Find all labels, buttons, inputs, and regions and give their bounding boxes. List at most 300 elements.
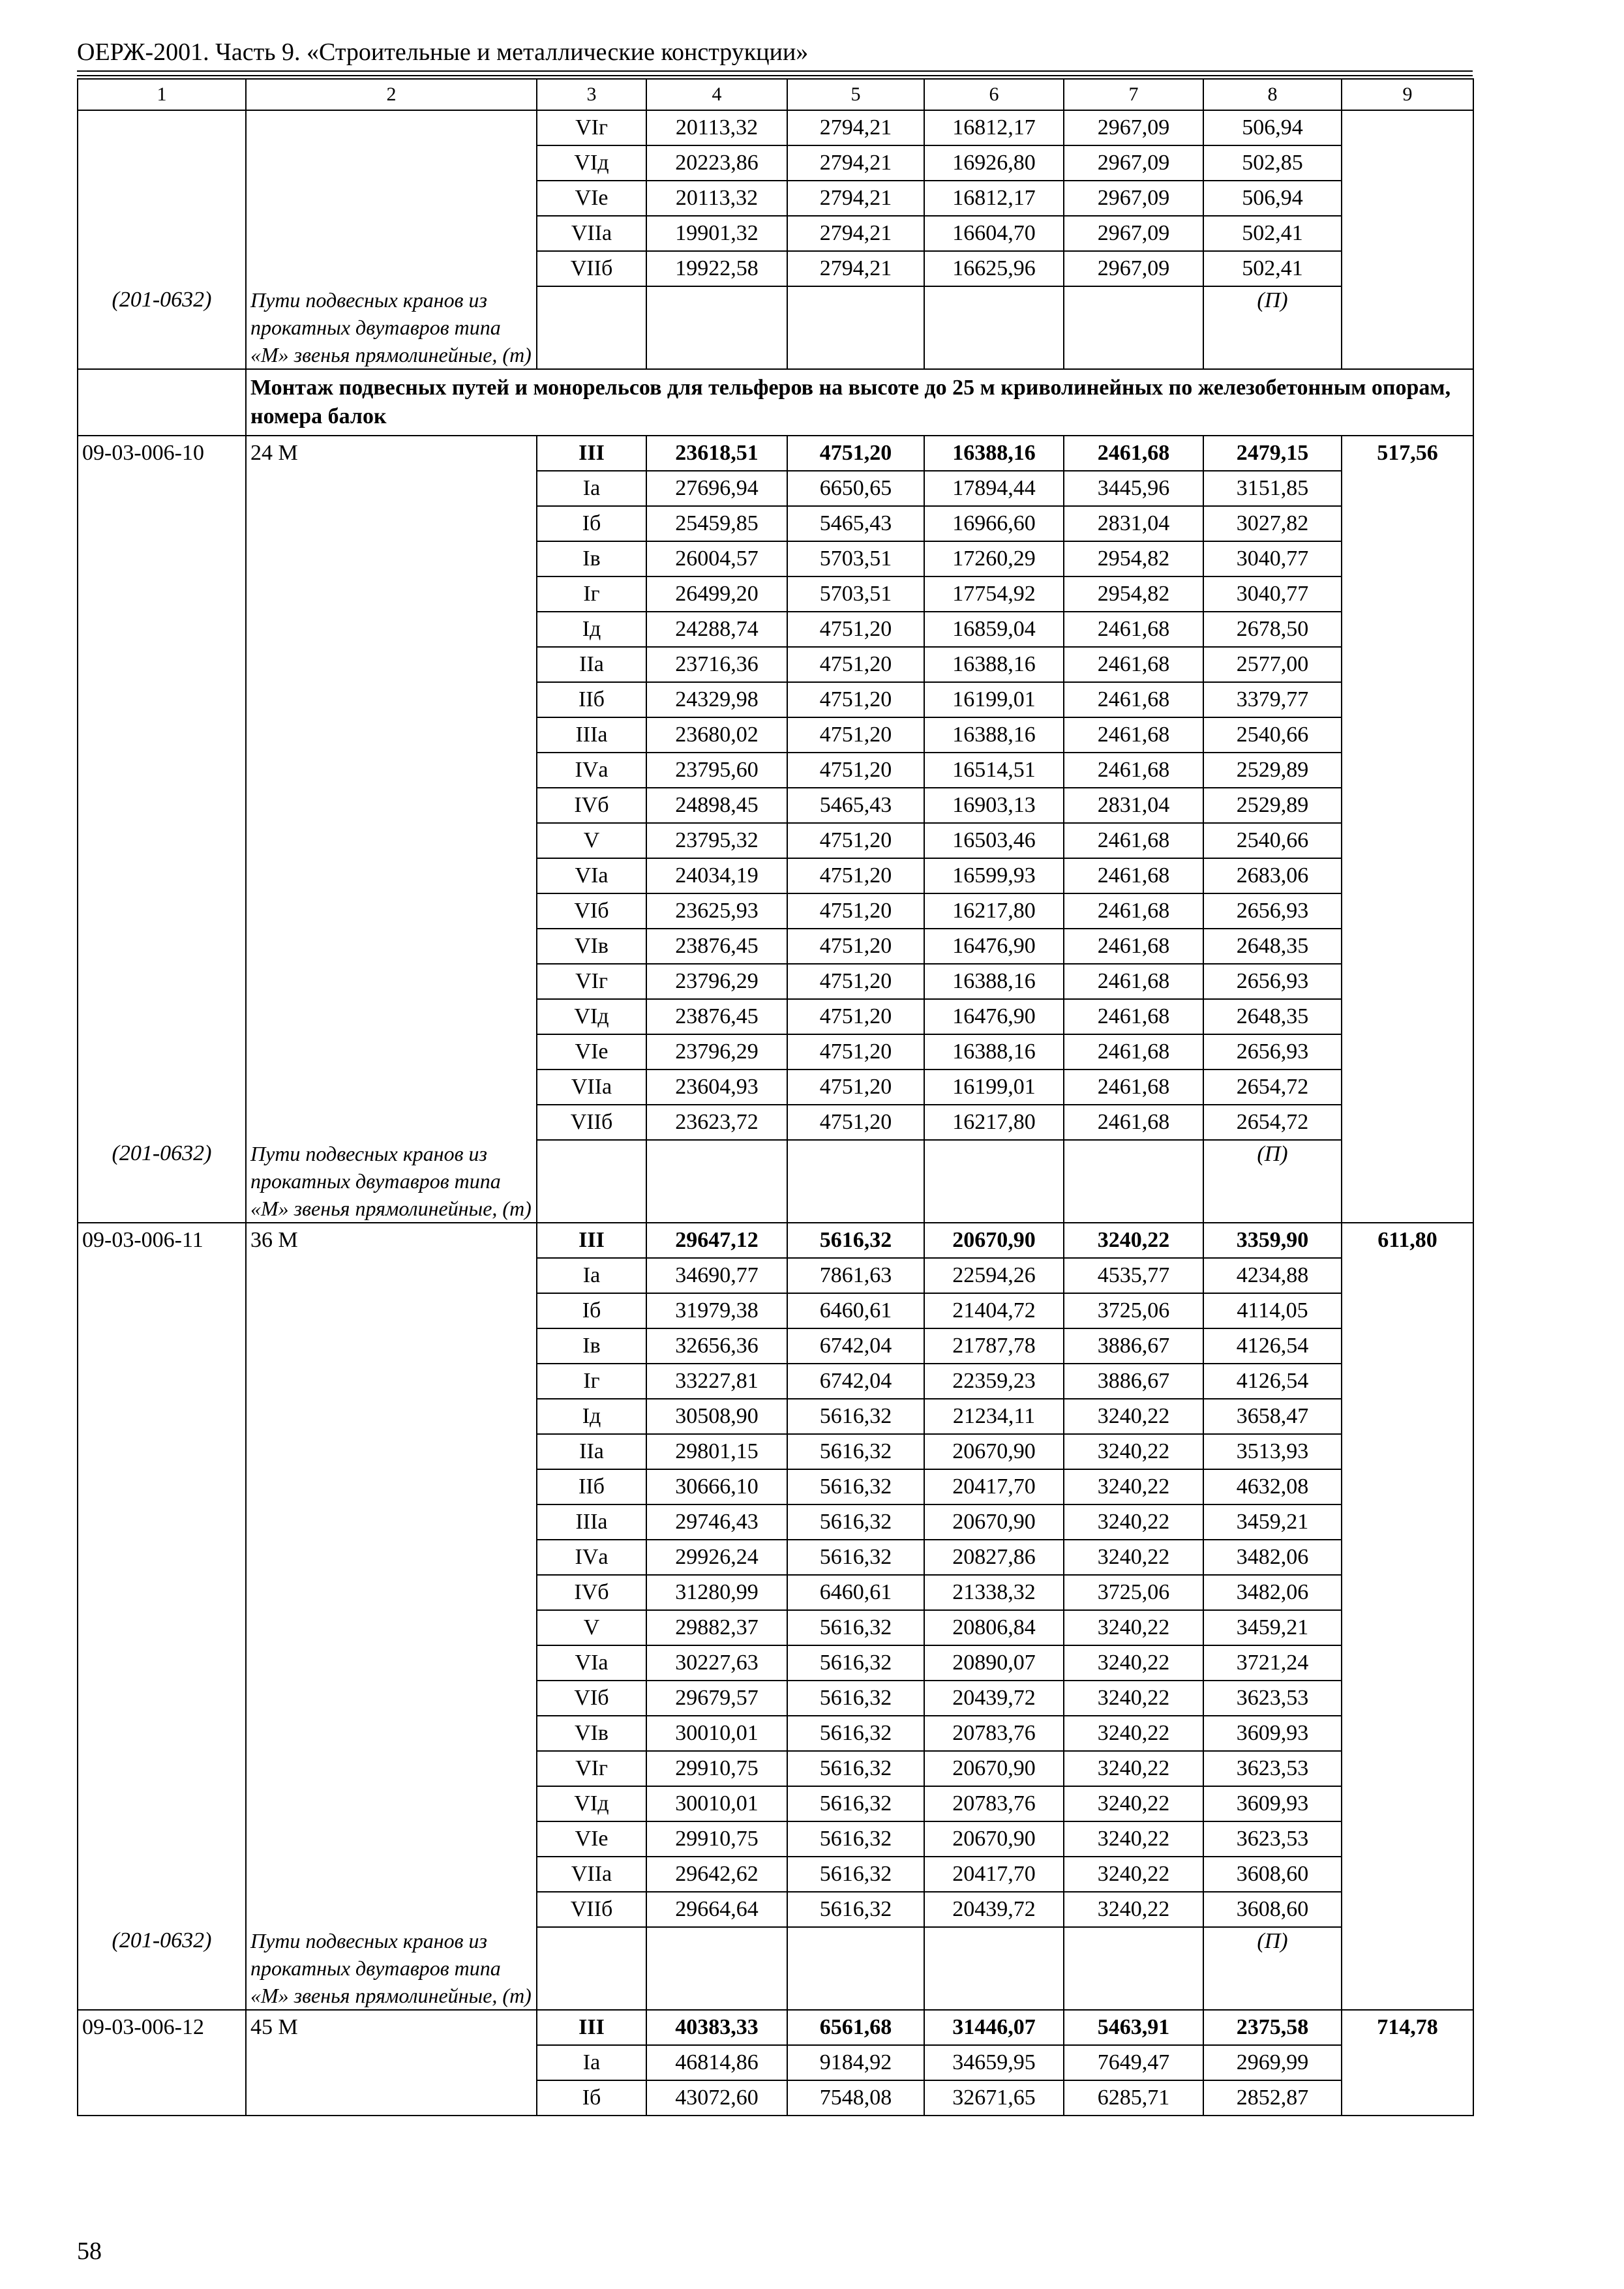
- rate-code: 09-03-006-10: [78, 436, 246, 471]
- table-cell: [78, 929, 246, 964]
- table-cell: [924, 286, 1064, 369]
- table-cell: 20417,70: [924, 1857, 1064, 1892]
- table-cell: [1342, 251, 1473, 286]
- table-cell: [1342, 1716, 1473, 1751]
- table-cell: 29910,75: [646, 1751, 787, 1786]
- table-row: [78, 788, 1473, 823]
- table-cell: 16812,17: [924, 110, 1064, 145]
- table-cell: VIIб: [537, 1105, 646, 1140]
- table-cell: [246, 647, 537, 682]
- table-cell: [246, 506, 537, 541]
- table-cell: 3658,47: [1203, 1399, 1342, 1434]
- table-cell: [1342, 145, 1473, 181]
- table-cell: 27696,94: [646, 471, 787, 506]
- table-cell: [78, 1716, 246, 1751]
- table-cell: [246, 216, 537, 251]
- table-cell: 30508,90: [646, 1399, 787, 1434]
- column-number: 8: [1203, 79, 1342, 110]
- table-cell: 16476,90: [924, 999, 1064, 1034]
- table-row: [78, 1034, 1473, 1070]
- table-cell: 3379,77: [1203, 682, 1342, 717]
- table-cell: VIIа: [537, 1070, 646, 1105]
- material-name: Пути подвесных кранов из прокатных двутавров типа «М» звенья прямолинейные, (т): [246, 1927, 537, 2010]
- table-cell: IVб: [537, 788, 646, 823]
- table-cell: [246, 110, 537, 145]
- table-cell: 2577,00: [1203, 647, 1342, 682]
- table-row: [78, 2010, 1473, 2045]
- table-row: [78, 1328, 1473, 1364]
- material-unit: (П): [1203, 1140, 1342, 1223]
- table-cell: [1342, 1105, 1473, 1140]
- table-cell: 16476,90: [924, 929, 1064, 964]
- table-cell: [246, 1857, 537, 1892]
- table-cell: VIа: [537, 1645, 646, 1681]
- table-cell: 23796,29: [646, 964, 787, 999]
- table-cell: 17260,29: [924, 541, 1064, 576]
- table-cell: 23796,29: [646, 1034, 787, 1070]
- table-row: [78, 110, 1473, 145]
- table-cell: 3886,67: [1064, 1328, 1203, 1364]
- table-cell: [78, 1399, 246, 1434]
- table-cell: 23604,93: [646, 1070, 787, 1105]
- table-cell: 5616,32: [787, 1399, 924, 1434]
- table-cell: 2967,09: [1064, 145, 1203, 181]
- table-row: [78, 436, 1473, 471]
- table-cell: 26004,57: [646, 541, 787, 576]
- column-number: 6: [924, 79, 1064, 110]
- table-cell: Iв: [537, 1328, 646, 1364]
- table-cell: [1342, 2080, 1473, 2116]
- table-cell: 5616,32: [787, 1434, 924, 1469]
- table-row: [78, 2045, 1473, 2080]
- table-cell: 23795,32: [646, 823, 787, 858]
- table-cell: 2461,68: [1064, 1105, 1203, 1140]
- rate-name: 24 М: [246, 436, 537, 471]
- table-cell: IIб: [537, 1469, 646, 1504]
- table-cell: 20113,32: [646, 181, 787, 216]
- table-cell: 29679,57: [646, 1681, 787, 1716]
- table-cell: 20827,86: [924, 1540, 1064, 1575]
- table-cell: [78, 964, 246, 999]
- table-row: [78, 1434, 1473, 1469]
- table-cell: [246, 1504, 537, 1540]
- table-row: [78, 145, 1473, 181]
- table-cell: 4751,20: [787, 858, 924, 893]
- table-cell: [78, 893, 246, 929]
- table-cell: 4751,20: [787, 823, 924, 858]
- table-cell: [78, 1786, 246, 1821]
- table-cell: [1342, 858, 1473, 893]
- table-cell: 16903,13: [924, 788, 1064, 823]
- table-row: [78, 823, 1473, 858]
- table-cell: 16388,16: [924, 1034, 1064, 1070]
- table-cell: 2654,72: [1203, 1105, 1342, 1140]
- table-cell: 16388,16: [924, 717, 1064, 753]
- table-cell: 2461,68: [1064, 823, 1203, 858]
- column-number: 2: [246, 79, 537, 110]
- table-cell: [246, 181, 537, 216]
- table-row: [78, 612, 1473, 647]
- table-cell: 506,94: [1203, 181, 1342, 216]
- table-cell: [78, 1821, 246, 1857]
- table-cell: 2794,21: [787, 251, 924, 286]
- table-cell: 502,41: [1203, 216, 1342, 251]
- table-cell: [78, 181, 246, 216]
- table-cell: 30010,01: [646, 1786, 787, 1821]
- table-cell: 32656,36: [646, 1328, 787, 1364]
- table-cell: 6460,61: [787, 1293, 924, 1328]
- table-cell: 4751,20: [787, 999, 924, 1034]
- table-cell: 4751,20: [787, 647, 924, 682]
- table-cell: 3240,22: [1064, 1786, 1203, 1821]
- table-cell: IIб: [537, 682, 646, 717]
- material-code: (201-0632): [78, 1927, 246, 2010]
- column-number: 5: [787, 79, 924, 110]
- table-cell: [246, 145, 537, 181]
- table-cell: 2648,35: [1203, 929, 1342, 964]
- table-cell: 2852,87: [1203, 2080, 1342, 2116]
- table-cell: [646, 286, 787, 369]
- table-cell: 21234,11: [924, 1399, 1064, 1434]
- table-cell: IVб: [537, 1575, 646, 1610]
- table-cell: 16503,46: [924, 823, 1064, 858]
- table-cell: [78, 2045, 246, 2080]
- table-cell: [78, 1105, 246, 1140]
- table-cell: 20783,76: [924, 1716, 1064, 1751]
- table-cell: 19922,58: [646, 251, 787, 286]
- table-cell: 4126,54: [1203, 1328, 1342, 1364]
- table-cell: [246, 788, 537, 823]
- table-cell: 5616,32: [787, 1857, 924, 1892]
- table-cell: [246, 576, 537, 612]
- table-cell: [1342, 612, 1473, 647]
- table-row: [78, 1681, 1473, 1716]
- table-cell: 2479,15: [1203, 436, 1342, 471]
- table-cell: 16966,60: [924, 506, 1064, 541]
- table-cell: 3240,22: [1064, 1821, 1203, 1857]
- table-cell: [1342, 1070, 1473, 1105]
- table-cell: 3482,06: [1203, 1540, 1342, 1575]
- table-cell: [246, 929, 537, 964]
- table-cell: 16625,96: [924, 251, 1064, 286]
- table-cell: 9184,92: [787, 2045, 924, 2080]
- table-cell: [246, 682, 537, 717]
- table-cell: [78, 145, 246, 181]
- table-cell: IIIа: [537, 1504, 646, 1540]
- table-cell: 24898,45: [646, 788, 787, 823]
- table-cell: 20439,72: [924, 1892, 1064, 1927]
- table-cell: 6561,68: [787, 2010, 924, 2045]
- table-row: [78, 181, 1473, 216]
- table-cell: [246, 612, 537, 647]
- table-cell: [246, 1786, 537, 1821]
- table-cell: 4751,20: [787, 929, 924, 964]
- table-cell: 2678,50: [1203, 612, 1342, 647]
- table-cell: Iд: [537, 1399, 646, 1434]
- rate-col9: 517,56: [1342, 436, 1473, 471]
- table-cell: [246, 823, 537, 858]
- table-cell: 23876,45: [646, 929, 787, 964]
- table-row: [78, 576, 1473, 612]
- table-cell: 7548,08: [787, 2080, 924, 2116]
- table-cell: 3240,22: [1064, 1857, 1203, 1892]
- table-cell: 23618,51: [646, 436, 787, 471]
- table-cell: 3240,22: [1064, 1751, 1203, 1786]
- table-row: [78, 893, 1473, 929]
- table-cell: 3027,82: [1203, 506, 1342, 541]
- table-cell: [246, 1328, 537, 1364]
- table-cell: [78, 858, 246, 893]
- table-cell: [78, 1681, 246, 1716]
- table-cell: 23623,72: [646, 1105, 787, 1140]
- table-cell: 4114,05: [1203, 1293, 1342, 1328]
- table-cell: [78, 251, 246, 286]
- table-row: [78, 964, 1473, 999]
- table-cell: 6742,04: [787, 1364, 924, 1399]
- table-cell: [1342, 1504, 1473, 1540]
- table-cell: 29664,64: [646, 1892, 787, 1927]
- table-cell: 40383,33: [646, 2010, 787, 2045]
- table-cell: Iа: [537, 471, 646, 506]
- table-cell: [246, 1105, 537, 1140]
- table-cell: 3721,24: [1203, 1645, 1342, 1681]
- table-row: [78, 1504, 1473, 1540]
- table-cell: 2461,68: [1064, 858, 1203, 893]
- table-cell: 2461,68: [1064, 964, 1203, 999]
- table-cell: 2794,21: [787, 110, 924, 145]
- table-cell: IIIа: [537, 717, 646, 753]
- table-cell: 4234,88: [1203, 1258, 1342, 1293]
- table-cell: 16926,80: [924, 145, 1064, 181]
- table-cell: [646, 1927, 787, 2010]
- table-cell: [246, 1610, 537, 1645]
- table-row: [78, 1892, 1473, 1927]
- table-cell: 4751,20: [787, 682, 924, 717]
- table-cell: 4751,20: [787, 964, 924, 999]
- rate-col9: 611,80: [1342, 1223, 1473, 1258]
- table-cell: Iб: [537, 2080, 646, 2116]
- table-cell: 3725,06: [1064, 1293, 1203, 1328]
- table-cell: 2461,68: [1064, 893, 1203, 929]
- table-cell: IVа: [537, 753, 646, 788]
- table-cell: 22359,23: [924, 1364, 1064, 1399]
- table-cell: 29647,12: [646, 1223, 787, 1258]
- table-cell: [787, 1140, 924, 1223]
- table-cell: [78, 541, 246, 576]
- table-cell: 502,41: [1203, 251, 1342, 286]
- table-row: [78, 541, 1473, 576]
- table-cell: 2461,68: [1064, 612, 1203, 647]
- table-cell: 2461,68: [1064, 436, 1203, 471]
- table-cell: [78, 1293, 246, 1328]
- table-cell: 2461,68: [1064, 647, 1203, 682]
- table-cell: 5616,32: [787, 1786, 924, 1821]
- table-cell: [246, 1540, 537, 1575]
- table-cell: [1342, 999, 1473, 1034]
- table-cell: 32671,65: [924, 2080, 1064, 2116]
- table-cell: 2654,72: [1203, 1070, 1342, 1105]
- table-cell: 5616,32: [787, 1751, 924, 1786]
- table-cell: [1342, 753, 1473, 788]
- table-cell: [78, 2080, 246, 2116]
- table-cell: [1342, 1399, 1473, 1434]
- table-cell: 46814,86: [646, 2045, 787, 2080]
- table-cell: 16217,80: [924, 1105, 1064, 1140]
- table-cell: 2540,66: [1203, 717, 1342, 753]
- table-cell: 2529,89: [1203, 788, 1342, 823]
- table-row: [78, 506, 1473, 541]
- rate-code: 09-03-006-11: [78, 1223, 246, 1258]
- table-cell: [78, 1364, 246, 1399]
- table-cell: 43072,60: [646, 2080, 787, 2116]
- rate-col9: 714,78: [1342, 2010, 1473, 2045]
- table-cell: 2794,21: [787, 181, 924, 216]
- table-cell: [78, 110, 246, 145]
- table-cell: 23625,93: [646, 893, 787, 929]
- table-cell: 16388,16: [924, 436, 1064, 471]
- table-row: [78, 251, 1473, 286]
- table-row: [78, 682, 1473, 717]
- table-row: [78, 471, 1473, 506]
- column-number: 3: [537, 79, 646, 110]
- column-number: 1: [78, 79, 246, 110]
- table-row: [78, 1540, 1473, 1575]
- table-cell: 4751,20: [787, 1070, 924, 1105]
- table-cell: [1342, 929, 1473, 964]
- page-number: 58: [77, 2237, 102, 2265]
- table-cell: 502,85: [1203, 145, 1342, 181]
- table-cell: 5616,32: [787, 1469, 924, 1504]
- table-cell: [1342, 1258, 1473, 1293]
- table-cell: Iб: [537, 1293, 646, 1328]
- table-cell: 3240,22: [1064, 1434, 1203, 1469]
- table-cell: [1342, 1469, 1473, 1504]
- table-cell: [1342, 964, 1473, 999]
- table-cell: 3482,06: [1203, 1575, 1342, 1610]
- table-cell: 4751,20: [787, 1105, 924, 1140]
- table-cell: [78, 647, 246, 682]
- table-row: [78, 1399, 1473, 1434]
- table-row: [78, 1645, 1473, 1681]
- table-cell: [1342, 1927, 1473, 2010]
- table-cell: [78, 1070, 246, 1105]
- table-cell: VIе: [537, 181, 646, 216]
- table-cell: 16812,17: [924, 181, 1064, 216]
- table-cell: 20670,90: [924, 1504, 1064, 1540]
- table-cell: 5465,43: [787, 506, 924, 541]
- table-cell: 2794,21: [787, 145, 924, 181]
- table-cell: [1342, 1575, 1473, 1610]
- table-cell: [1342, 506, 1473, 541]
- column-number: 7: [1064, 79, 1203, 110]
- table-cell: 3609,93: [1203, 1786, 1342, 1821]
- table-cell: [1342, 682, 1473, 717]
- table-cell: 3886,67: [1064, 1364, 1203, 1399]
- table-cell: VIIб: [537, 1892, 646, 1927]
- table-cell: 23795,60: [646, 753, 787, 788]
- table-cell: 16199,01: [924, 682, 1064, 717]
- table-cell: 4535,77: [1064, 1258, 1203, 1293]
- table-cell: 20439,72: [924, 1681, 1064, 1716]
- table-cell: VIа: [537, 858, 646, 893]
- table-cell: VIд: [537, 999, 646, 1034]
- table-cell: 4751,20: [787, 717, 924, 753]
- table-cell: [1342, 1751, 1473, 1786]
- table-cell: 2683,06: [1203, 858, 1342, 893]
- table-cell: [1064, 1927, 1203, 2010]
- table-cell: 6460,61: [787, 1575, 924, 1610]
- table-row: [78, 1786, 1473, 1821]
- table-cell: 3459,21: [1203, 1504, 1342, 1540]
- table-cell: [924, 1140, 1064, 1223]
- table-row: [78, 999, 1473, 1034]
- material-reference-row: [78, 1927, 1473, 2010]
- table-cell: [1342, 1892, 1473, 1927]
- table-cell: 2461,68: [1064, 999, 1203, 1034]
- table-cell: [246, 999, 537, 1034]
- table-cell: [246, 1364, 537, 1399]
- table-cell: 2656,93: [1203, 964, 1342, 999]
- table-cell: 2540,66: [1203, 823, 1342, 858]
- table-cell: 3240,22: [1064, 1469, 1203, 1504]
- table-row: [78, 717, 1473, 753]
- table-cell: 4751,20: [787, 893, 924, 929]
- table-cell: 3623,53: [1203, 1751, 1342, 1786]
- table-cell: VIб: [537, 893, 646, 929]
- table-cell: 3240,22: [1064, 1892, 1203, 1927]
- table-cell: VIг: [537, 964, 646, 999]
- table-cell: 20670,90: [924, 1751, 1064, 1786]
- table-cell: [78, 999, 246, 1034]
- table-cell: [246, 471, 537, 506]
- table-cell: 3040,77: [1203, 541, 1342, 576]
- table-cell: [78, 1575, 246, 1610]
- table-cell: 20670,90: [924, 1821, 1064, 1857]
- table-cell: 3240,22: [1064, 1504, 1203, 1540]
- table-cell: 24034,19: [646, 858, 787, 893]
- table-cell: [246, 2080, 537, 2116]
- table-cell: 5616,32: [787, 1504, 924, 1540]
- table-cell: [1342, 471, 1473, 506]
- table-cell: 24288,74: [646, 612, 787, 647]
- table-cell: [78, 1469, 246, 1504]
- material-unit: (П): [1203, 286, 1342, 369]
- table-cell: [1342, 1293, 1473, 1328]
- table-cell: [1342, 823, 1473, 858]
- table-cell: Iа: [537, 1258, 646, 1293]
- table-cell: [78, 1892, 246, 1927]
- column-number: 9: [1342, 79, 1473, 110]
- table-cell: [246, 541, 537, 576]
- table-cell: [78, 1540, 246, 1575]
- table-cell: [787, 286, 924, 369]
- table-cell: 6742,04: [787, 1328, 924, 1364]
- table-cell: [1342, 1540, 1473, 1575]
- table-cell: 2969,99: [1203, 2045, 1342, 2080]
- table-cell: [1342, 541, 1473, 576]
- table-cell: [246, 1399, 537, 1434]
- table-cell: 3240,22: [1064, 1399, 1203, 1434]
- table-cell: 2461,68: [1064, 929, 1203, 964]
- table-cell: 2967,09: [1064, 216, 1203, 251]
- table-cell: 3513,93: [1203, 1434, 1342, 1469]
- material-code: (201-0632): [78, 286, 246, 369]
- table-cell: 3240,22: [1064, 1223, 1203, 1258]
- table-cell: III: [537, 2010, 646, 2045]
- table-cell: 5616,32: [787, 1540, 924, 1575]
- table-row: [78, 1293, 1473, 1328]
- table-cell: 29746,43: [646, 1504, 787, 1540]
